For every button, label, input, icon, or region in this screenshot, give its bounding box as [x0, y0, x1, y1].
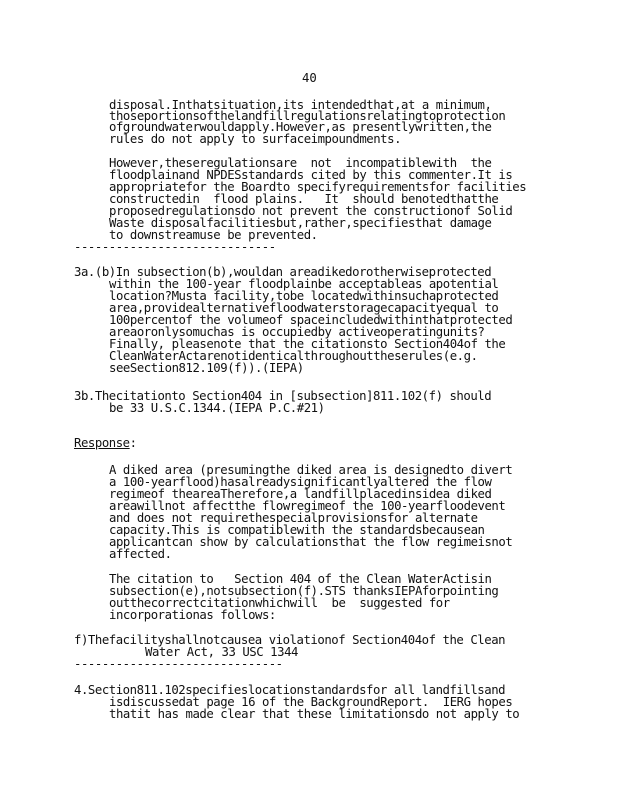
response-heading	[74, 436, 137, 450]
text-line: location?Musta facility,tobe locatedwithinsuchaprotected	[109, 289, 499, 303]
text-line: Water Act, 33 USC 1344	[145, 645, 298, 659]
text-line: ofgroundwaterwouldapply.However,as presentlywritten,the	[109, 120, 492, 134]
text-line: 100percentof the volumeof spaceincludedwithinthatprotected	[109, 313, 513, 327]
text-line: proposedregulationsdo not prevent the constructionof Solid	[109, 204, 513, 218]
text-line: outthecorrectcitationwhichwill be suggested for	[109, 596, 450, 610]
text-line: rules do not apply to surfaceimpoundments.	[109, 132, 402, 146]
text-line: The citation to Section 404 of the Clean WaterActisin	[109, 572, 492, 586]
text-line: within the 100-year floodplainbe acceptableas apotential	[109, 277, 499, 291]
text-line: be 33 U.S.C.1344.(IEPA P.C.#21)	[109, 401, 325, 415]
text-line: thatit has made clear that these limitationsdo not apply to	[109, 707, 520, 721]
divider: ------------------------------	[74, 657, 283, 671]
text-line: 3a.(b)In subsection(b),wouldan areadikedorotherwiseprotected	[74, 265, 492, 279]
text-line: However,theseregulationsare not incompatiblewith the	[109, 156, 492, 170]
text-line: incorporationas follows:	[109, 608, 276, 622]
text-line: 3b.Thecitationto Section404 in [subsection]811.102(f) should	[74, 389, 492, 403]
response-colon: :	[129, 436, 137, 450]
text-line: Waste disposalfacilitiesbut,rather,specifiesthat damage	[109, 216, 492, 230]
text-line: a 100-yearflood)hasalreadysignificantlyaltered the flow	[109, 475, 492, 489]
text-line: thoseportionsofthelandfillregulationsrelatingtoprotection	[109, 109, 506, 123]
text-line: disposal.Inthatsituation,its intendedthat,at a minimum,	[109, 98, 492, 112]
text-line: capacity.This is compatiblewith the standardsbecausean	[109, 523, 485, 537]
response-label: Response	[74, 436, 130, 450]
text-line: area,providealternativefloodwaterstoragecapacityequal to	[109, 301, 499, 315]
text-line: applicantcan show by calculationsthat the flow regimeisnot	[109, 535, 513, 549]
text-line: areawillnot affectthe flowregimeof the 100-yearfloodevent	[109, 499, 506, 513]
text-line: and does not requirethespecialprovisionsfor alternate	[109, 511, 478, 525]
text-line: regimeof theareaTherefore,a landfillplacedinsidea diked	[109, 487, 492, 501]
text-line: A diked area (presumingthe diked area is designedto divert	[109, 463, 513, 477]
text-line: isdiscussedat page 16 of the BackgroundReport. IERG hopes	[109, 695, 513, 709]
text-line: subsection(e),notsubsection(f).STS thanksIEPAforpointing	[109, 584, 499, 598]
text-line: appropriatefor the Boardto specifyrequirementsfor facilities	[109, 180, 527, 194]
divider: -----------------------------	[74, 240, 276, 254]
text-line: Finally, pleasenote that the citationsto Section404of the	[109, 337, 506, 351]
text-line: to downstreamuse be prevented.	[109, 228, 318, 242]
text-line: seeSection812.109(f)).(IEPA)	[109, 361, 304, 375]
text-line: floodplainand NPDESstandards cited by this commenter.It is	[109, 168, 513, 182]
page-number: 40	[302, 71, 317, 85]
text-line: affected.	[109, 547, 172, 561]
text-line: constructedin flood plains. It should benotedthatthe	[109, 192, 499, 206]
text-line: f)Thefacilityshallnotcausea violationof Section404of the Clean	[74, 633, 506, 647]
text-line: 4.Section811.102specifieslocationstandardsfor all landfillsand	[74, 683, 506, 697]
text-line: CleanWaterActarenotidenticalthroughouttheserules(e.g.	[109, 349, 478, 363]
text-line: areaoronlysomuchas is occupiedby activeoperatingunits?	[109, 325, 485, 339]
